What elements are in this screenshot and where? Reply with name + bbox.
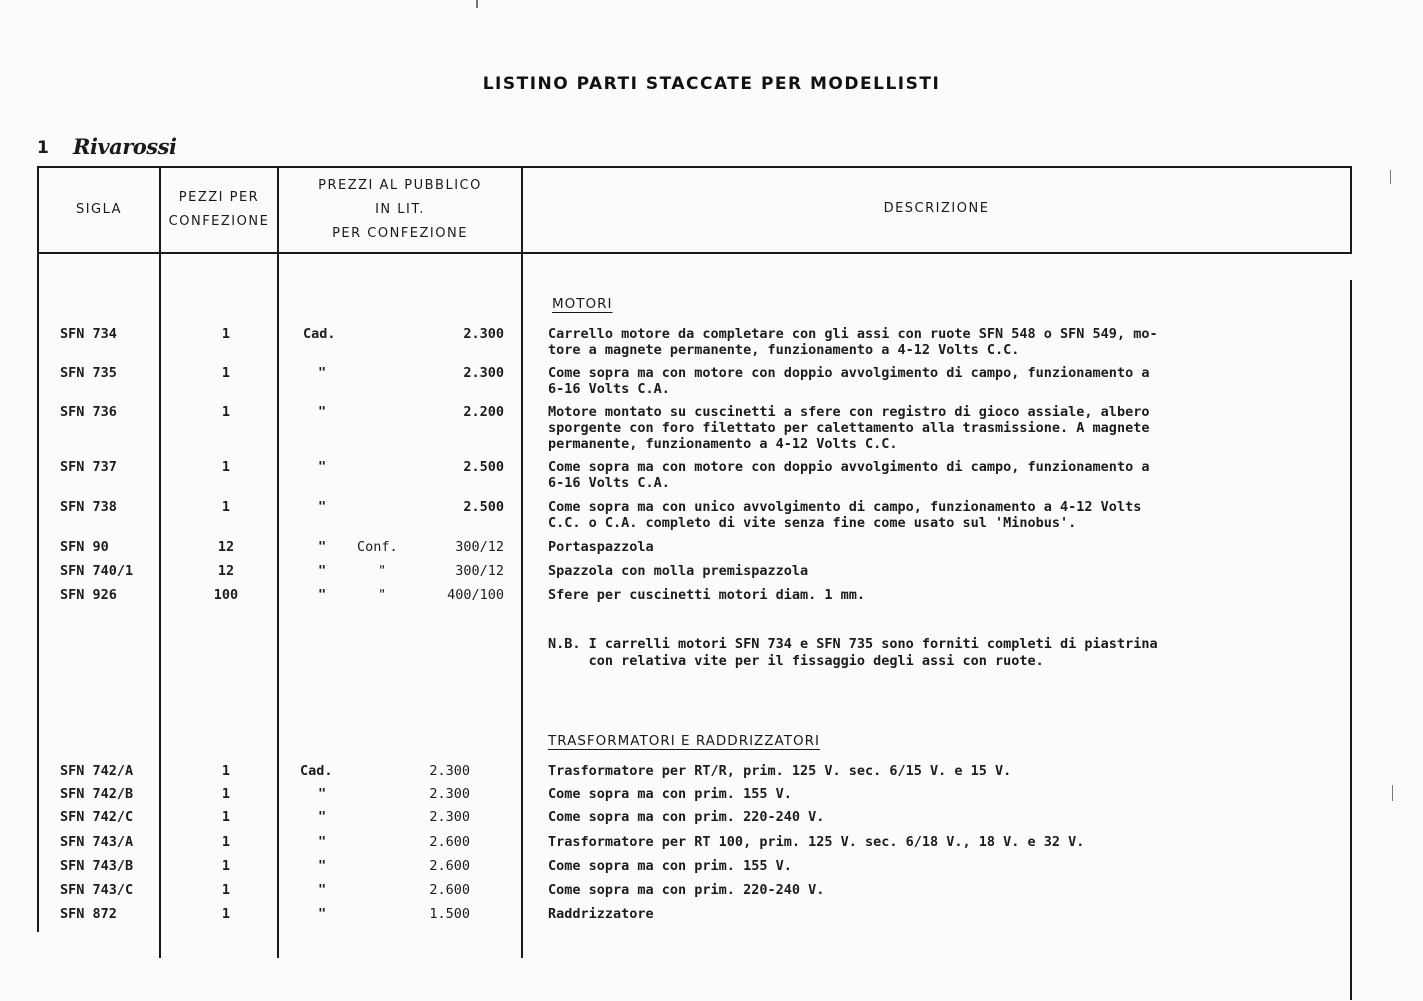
description-cell [548, 906, 1338, 922]
unit-cell: " [318, 858, 327, 874]
unit-cell: " [318, 809, 327, 825]
page-title: LISTINO PARTI STACCATE PER MODELLISTI [482, 74, 941, 94]
description-line: Sfere per cuscinetti motori diam. 1 mm. [548, 587, 865, 603]
pezzi-cell: 1 [221, 326, 231, 342]
unit-cell: " [318, 587, 327, 603]
conf-cell: " [378, 563, 387, 579]
price-cell: 2.500 [463, 499, 504, 515]
unit-cell: Cad. [303, 326, 336, 342]
price-cell: 2.300 [429, 763, 470, 779]
sigla-cell: SFN 742/B [60, 786, 134, 802]
description-cell [548, 499, 1338, 531]
conf-cell: " [378, 587, 387, 603]
conf-cell: Conf. [357, 539, 398, 555]
unit-cell: " [318, 563, 327, 579]
unit-cell: " [318, 906, 327, 922]
sigla-cell: SFN 743/A [60, 834, 134, 850]
description-line: Come sopra ma con unico avvolgimento di campo, funzionamento a 4-12 Volts [548, 499, 1142, 515]
sigla-cell: SFN 743/B [60, 858, 134, 874]
description-line: Trasformatore per RT/R, prim. 125 V. sec. 6/15 V. e 15 V. [548, 763, 1012, 779]
header-descrizione: DESCRIZIONE [883, 201, 990, 216]
pezzi-cell: 1 [221, 763, 231, 779]
unit-cell: " [318, 459, 327, 475]
sigla-cell: SFN 737 [60, 459, 117, 475]
scan-mark [1392, 785, 1393, 801]
price-cell: 400/100 [447, 587, 504, 603]
pezzi-cell: 100 [213, 587, 239, 603]
price-cell: 300/12 [455, 563, 504, 579]
description-line: Come sopra ma con prim. 155 V. [548, 858, 792, 874]
section-note [548, 636, 1158, 670]
brand-logo: Rivarossi [73, 134, 177, 159]
unit-cell: " [318, 499, 327, 515]
pezzi-cell: 1 [221, 499, 231, 515]
description-cell [548, 786, 1338, 802]
description-line: Raddrizzatore [548, 906, 654, 922]
pezzi-cell: 1 [221, 365, 231, 381]
price-cell: 2.600 [429, 858, 470, 874]
pezzi-cell: 12 [217, 563, 235, 579]
description-line: Come sopra ma con prim. 220-240 V. [548, 882, 825, 898]
unit-cell: " [318, 365, 327, 381]
description-cell [548, 882, 1338, 898]
description-cell [548, 809, 1338, 825]
description-cell [548, 326, 1338, 358]
pezzi-cell: 1 [221, 459, 231, 475]
unit-cell: " [318, 786, 327, 802]
sigla-cell: SFN 738 [60, 499, 117, 515]
unit-cell: " [318, 404, 327, 420]
scan-mark [476, 0, 478, 8]
sigla-cell: SFN 926 [60, 587, 117, 603]
price-cell: 2.600 [429, 882, 470, 898]
description-cell [548, 587, 1338, 603]
description-cell [548, 834, 1338, 850]
header-pezzi: PEZZI PER CONFEZIONE [168, 190, 270, 229]
unit-cell: " [318, 882, 327, 898]
note-line: con relativa vite per il fissaggio degli assi con ruote. [548, 653, 1044, 669]
pezzi-cell: 1 [221, 809, 231, 825]
price-cell: 300/12 [455, 539, 504, 555]
header-sigla: SIGLA [75, 202, 123, 217]
unit-cell: Cad. [300, 763, 333, 779]
price-cell: 2.600 [429, 834, 470, 850]
description-line: Motore montato su cuscinetti a sfere con registro di gioco assiale, albero [548, 404, 1150, 420]
price-cell: 2.300 [463, 365, 504, 381]
price-cell: 2.500 [463, 459, 504, 475]
sigla-cell: SFN 735 [60, 365, 117, 381]
pezzi-cell: 1 [221, 906, 231, 922]
pezzi-cell: 1 [221, 786, 231, 802]
price-cell: 2.300 [429, 809, 470, 825]
description-line: permanente, funzionamento a 4-12 Volts C.C. [548, 436, 898, 452]
header-prezzi: PREZZI AL PUBBLICO IN LIT. PER CONFEZIONE [318, 178, 482, 241]
description-line: Spazzola con molla premispazzola [548, 563, 809, 579]
section-title: TRASFORMATORI E RADDRIZZATORI [548, 733, 820, 749]
note-line: N.B. I carrelli motori SFN 734 e SFN 735 sono forniti completi di piastrina [548, 636, 1158, 652]
price-cell: 2.200 [463, 404, 504, 420]
description-cell [548, 858, 1338, 874]
unit-cell: " [318, 834, 327, 850]
sigla-cell: SFN 872 [60, 906, 117, 922]
sigla-cell: SFN 742/A [60, 763, 134, 779]
pezzi-cell: 1 [221, 882, 231, 898]
unit-cell: " [318, 539, 327, 555]
price-cell: 1.500 [429, 906, 470, 922]
page-number: 1 [37, 138, 49, 158]
description-line: Trasformatore per RT 100, prim. 125 V. sec. 6/18 V., 18 V. e 32 V. [548, 834, 1085, 850]
description-line: Come sopra ma con motore con doppio avvolgimento di campo, funzionamento a [548, 459, 1150, 475]
price-cell: 2.300 [463, 326, 504, 342]
description-line: Come sopra ma con prim. 155 V. [548, 786, 792, 802]
pezzi-cell: 1 [221, 834, 231, 850]
sigla-cell: SFN 742/C [60, 809, 134, 825]
section-title: MOTORI [552, 296, 613, 312]
sigla-cell: SFN 743/C [60, 882, 134, 898]
scan-mark [1390, 170, 1391, 184]
description-line: 6-16 Volts C.A. [548, 381, 670, 397]
description-cell [548, 365, 1338, 397]
description-line: Portaspazzola [548, 539, 654, 555]
sigla-cell: SFN 740/1 [60, 563, 134, 579]
description-cell [548, 539, 1338, 555]
description-line: Carrello motore da completare con gli assi con ruote SFN 548 o SFN 549, mo- [548, 326, 1158, 342]
description-line: Come sopra ma con motore con doppio avvolgimento di campo, funzionamento a [548, 365, 1150, 381]
price-cell: 2.300 [429, 786, 470, 802]
description-line: C.C. o C.A. completo di vite senza fine come usato sul 'Minobus'. [548, 515, 1077, 531]
sigla-cell: SFN 734 [60, 326, 117, 342]
sigla-cell: SFN 736 [60, 404, 117, 420]
description-line: tore a magnete permanente, funzionamento a 4-12 Volts C.C. [548, 342, 1020, 358]
description-line: sporgente con foro filettato per calettamento alla trasmissione. A magnete [548, 420, 1150, 436]
description-cell [548, 459, 1338, 491]
description-line: Come sopra ma con prim. 220-240 V. [548, 809, 825, 825]
description-cell [548, 763, 1338, 779]
description-line: 6-16 Volts C.A. [548, 475, 670, 491]
pezzi-cell: 1 [221, 404, 231, 420]
pezzi-cell: 1 [221, 858, 231, 874]
description-cell [548, 404, 1338, 452]
pezzi-cell: 12 [217, 539, 235, 555]
sigla-cell: SFN 90 [60, 539, 109, 555]
description-cell [548, 563, 1338, 579]
